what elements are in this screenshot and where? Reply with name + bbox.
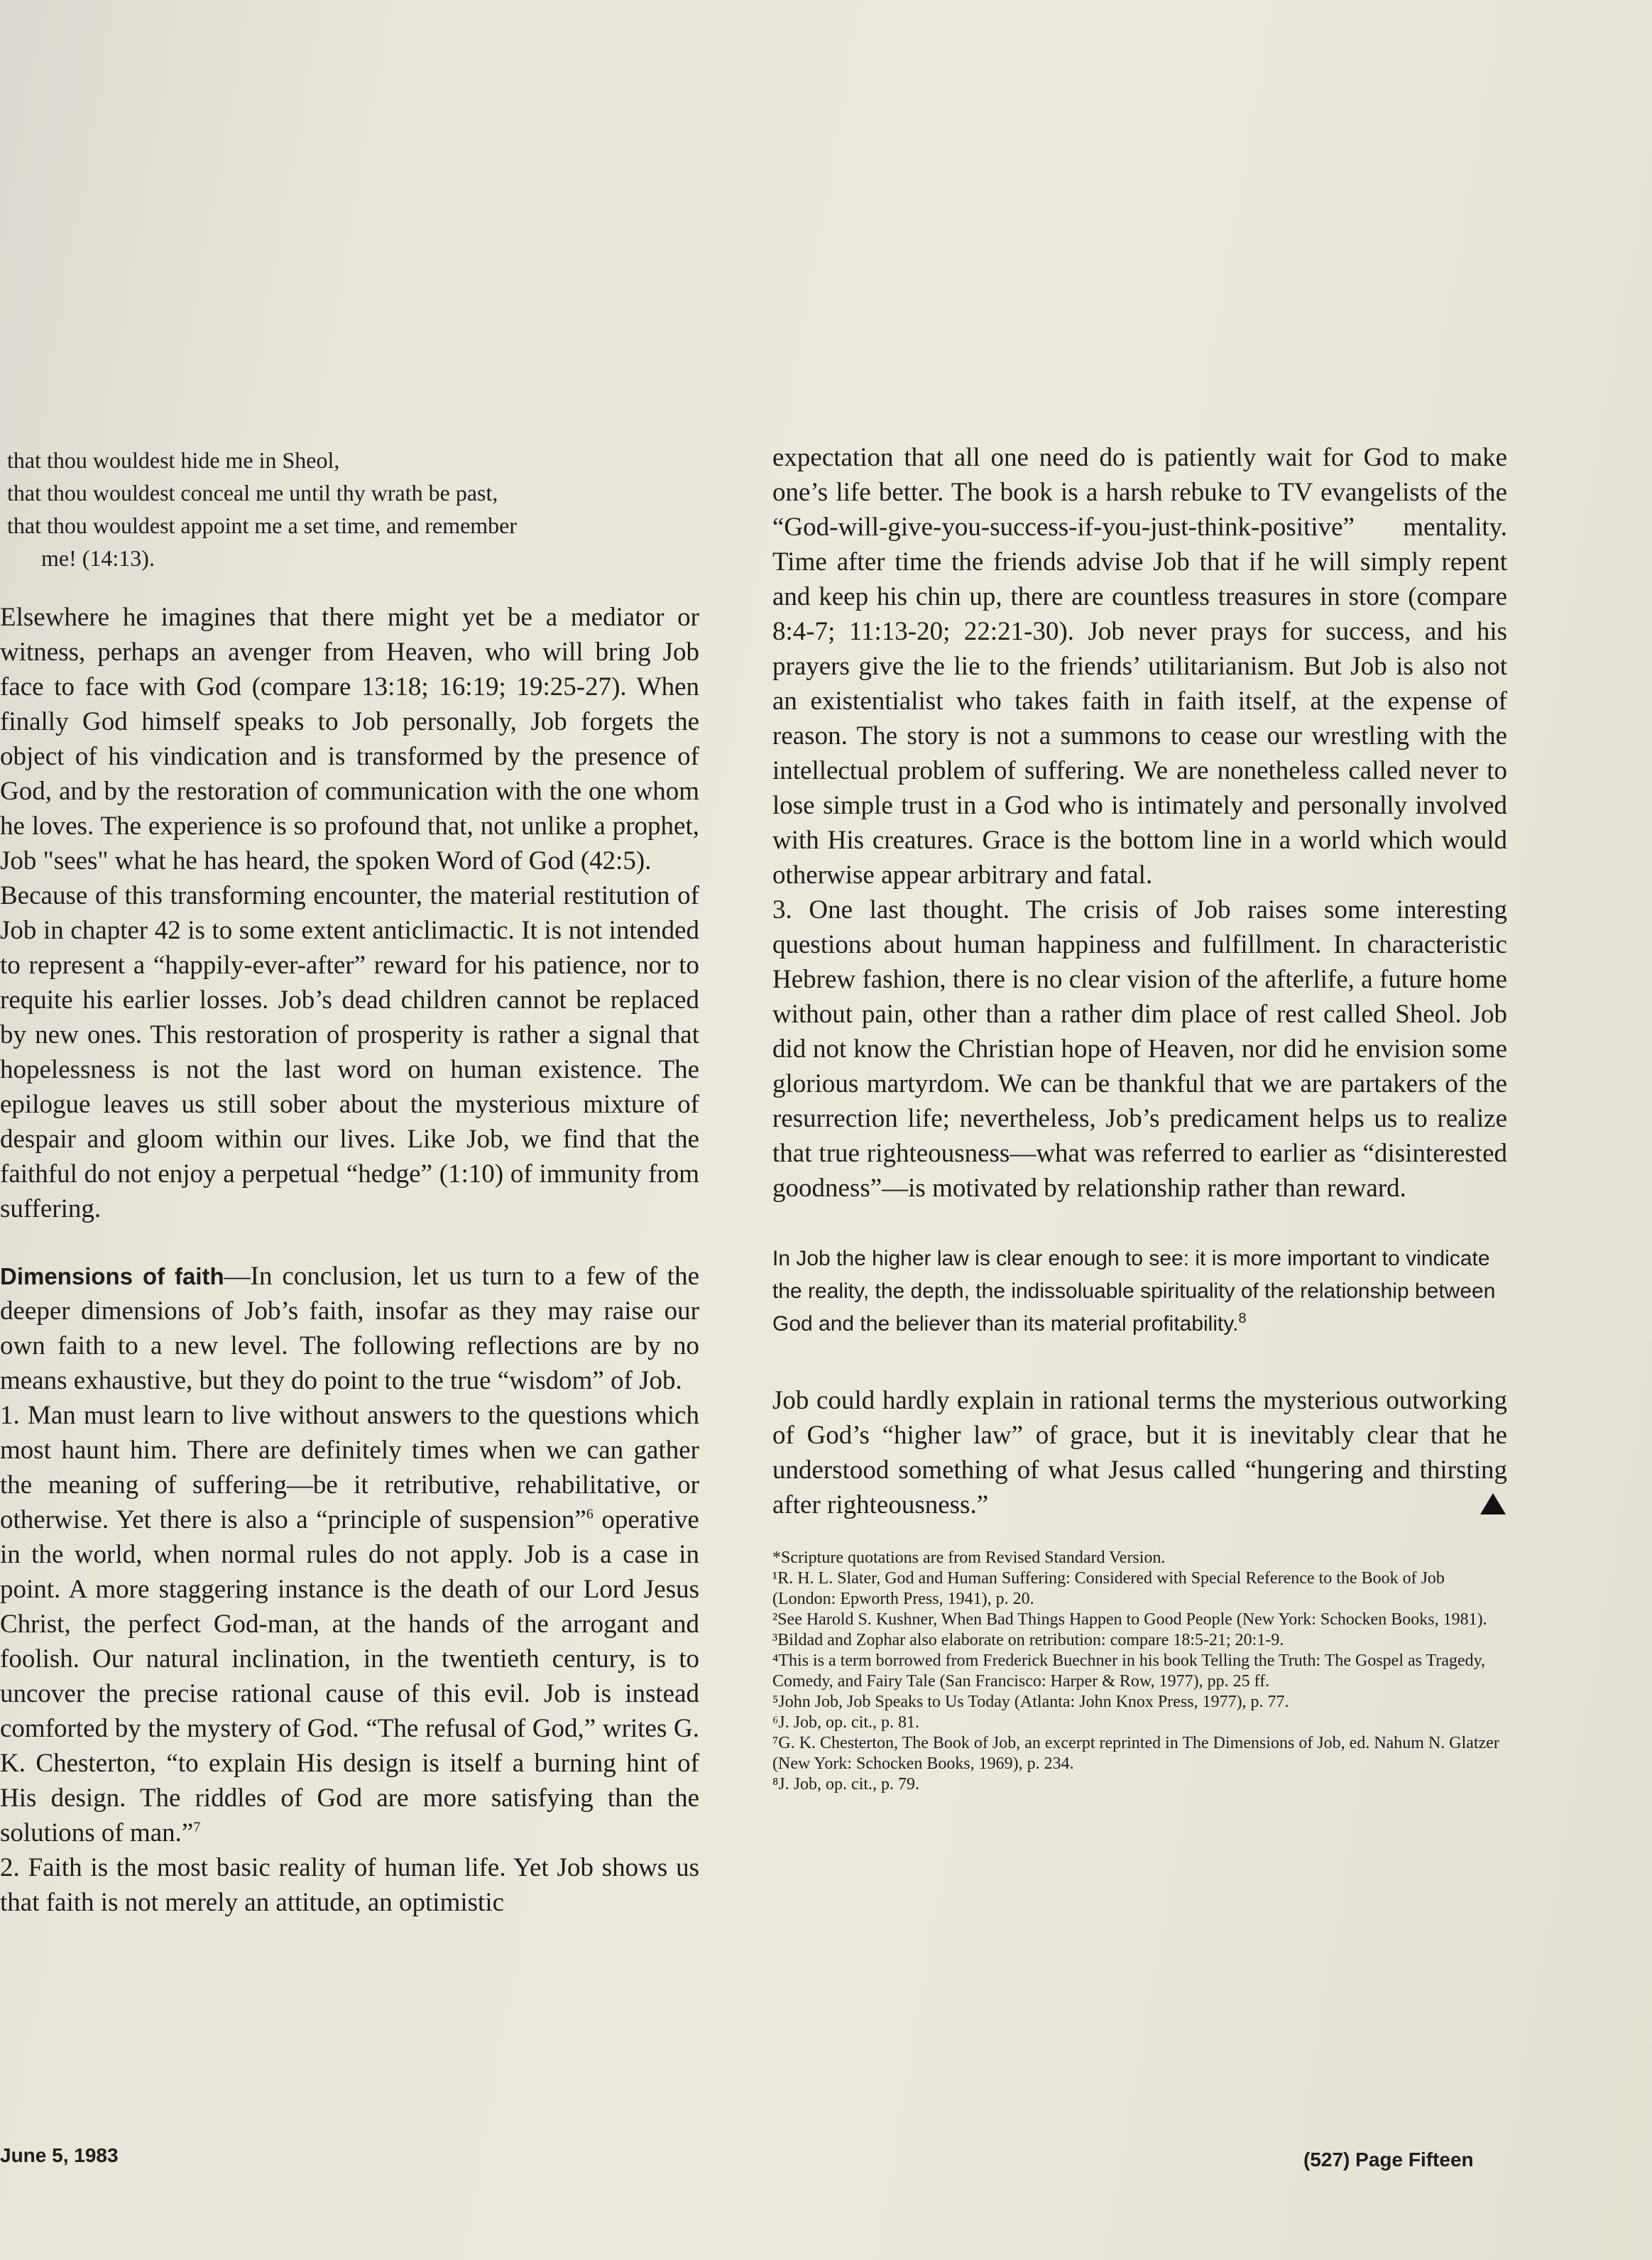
paragraph-dimensions: [0, 1259, 699, 1398]
footnote: ²See Harold S. Kushner, When Bad Things Happen to Good People (New York: Schocken Books, 1981).: [772, 1610, 1487, 1629]
poem-line: that thou wouldest conceal me until thy wrath be past,: [7, 480, 498, 506]
end-triangle-icon: [1480, 1493, 1506, 1514]
footnote: ³Bildad and Zophar also elaborate on retribution: compare 18:5-21; 20:1-9.: [772, 1631, 1284, 1649]
footnote: ⁵John Job, Job Speaks to Us Today (Atlanta: John Knox Press, 1977), p. 77.: [772, 1693, 1289, 1711]
paragraph-point-2: 2. Faith is the most basic reality of human life. Yet Job shows us that faith is not merely an attitude, an optimistic: [0, 1853, 699, 1917]
issue-date: June 5, 1983: [0, 2144, 119, 2166]
right-column: [772, 440, 1507, 1795]
paragraph-text: operative in the world, when normal rules do not apply. Job is a case in point. A more staggering instance is the death of our Lord Jesus Christ, the perfect God-man, at the hands of the arrogant and foolish. Our natural inclination, in the twentieth century, is to uncover the precise rational cause of this evil. Job is instead comforted by the mystery of God. “The refusal of God,” writes G. K. Chesterton, “to explain His design is itself a burning hint of His design. The riddles of God are more satisfying than the solutions of man.”: [0, 1505, 699, 1847]
paragraph-text: —In conclusion, let us turn to a few of the deeper dimensions of Job’s faith, insofar as they may raise our own faith to a new level. The following reflections are by no means exhaustive, but they do point to the true “wisdom” of Job.: [0, 1262, 700, 1395]
block-quote: [772, 1243, 1507, 1341]
paragraph: Elsewhere he imagines that there might yet be a mediator or witness, perhaps an avenger from Heaven, who will bring Job face to face with God (compare 13:18; 16:19; 19:25-27). When finally God himself speaks to Job personally, Job forgets the object of his vindication and is transformed by the presence of God, and by the restoration of communication with the one whom he loves. The experience is so profound that, not unlike a prophet, Job "sees" what he has heard, the spoken Word of God (42:5).: [0, 603, 699, 875]
poem-line: that thou wouldest hide me in Sheol,: [7, 447, 340, 473]
footnote-ref: 8: [1238, 1311, 1247, 1326]
paragraph: expectation that all one need do is patiently wait for God to make one’s life better. The book is a harsh rebuke to TV evangelists of the “God-will-give-you-success-if-you-just-think-positive” mentality. Time after time the friends advise Job that if he will simply repent and keep his chin up, there are countless treasures in store (compare 8:4-7; 11:13-20; 22:21-30). Job never prays for success, and his prayers give the lie to the friends’ utilitarianism. But Job is also not an existentialist who takes faith in faith itself, at the expense of reason. The story is not a summons to cease our wrestling with the intellectual problem of suffering. We are nonetheless called never to lose simple trust in a God who is intimately and personally involved with His creatures. Grace is the bottom line in a world which would otherwise appear arbitrary and fatal.: [772, 443, 1507, 890]
footnote-ref: 7: [193, 1819, 201, 1835]
footnote: ⁷G. K. Chesterton, The Book of Job, an excerpt reprinted in The Dimensions of Job, ed. Nahum N. Glatzer (New York: Schocken Books, 1969), p. 234.: [772, 1734, 1499, 1773]
poem-line: me! (14:13).: [41, 545, 155, 571]
left-column: [0, 444, 699, 1920]
paragraph-text: Job could hardly explain in rational terms the mysterious outworking of God’s “higher law” of grace, but it is inevitably clear that he understood something of what Jesus called “hungering and thirsting after righteousness.”: [772, 1386, 1507, 1519]
paragraph: Because of this transforming encounter, the material restitution of Job in chapter 42 is to some extent anticlimactic. It is not intended to represent a “happily-ever-after” reward for his patience, nor to requite his earlier losses. Job’s dead children cannot be replaced by new ones. This restoration of prosperity is rather a signal that hopelessness is not the last word on human existence. The epilogue leaves us still sober about the mysterious mixture of despair and gloom within our lives. Like Job, we find that the faithful do not enjoy a perpetual “hedge” (1:10) of immunity from suffering.: [0, 881, 699, 1223]
footnotes: [772, 1548, 1507, 1795]
footnote: ⁴This is a term borrowed from Frederick Buechner in his book Telling the Truth: The Gospel as Tragedy, Comedy, and Fairy Tale (San Francisco: Harper & Row, 1977), pp. 25 ff.: [772, 1652, 1486, 1691]
page-number: (527) Page Fifteen: [1303, 2149, 1474, 2171]
paragraph-point-3: 3. One last thought. The crisis of Job raises some interesting questions about human happiness and fulfillment. In characteristic Hebrew fashion, there is no clear vision of the afterlife, a future home without pain, other than a rather dim place of rest called Sheol. Job did not know the Christian hope of Heaven, nor did he envision some glorious martyrdom. We can be thankful that we are partakers of the resurrection life; nevertheless, Job’s predicament helps us to realize that true righteousness—what was referred to earlier as “disinterested goodness”—is motivated by relationship rather than reward.: [772, 895, 1507, 1203]
closing-paragraph: [772, 1383, 1507, 1522]
footnote: ⁶J. Job, op. cit., p. 81.: [772, 1713, 920, 1732]
footnote: *Scripture quotations are from Revised Standard Version.: [772, 1549, 1166, 1567]
paragraph-point-1: [0, 1398, 699, 1850]
footnote: ⁸J. Job, op. cit., p. 79.: [772, 1775, 920, 1794]
paragraph-text: 1. Man must learn to live without answers to the questions which most haunt him. There are definitely times when we can gather the meaning of suffering—be it retributive, rehabilitative, or otherwise. Yet there is also a “principle of suspension”: [0, 1401, 699, 1534]
footnote: ¹R. H. L. Slater, God and Human Suffering: Considered with Special Reference to the Book of Job (London: Epworth Press, 1941), p. 20.: [772, 1569, 1445, 1608]
poem-line: that thou wouldest appoint me a set time, and remember: [7, 513, 518, 538]
section-heading: Dimensions of faith: [0, 1263, 224, 1289]
quote-text: In Job the higher law is clear enough to see: it is more important to vindicate the reality, the depth, the indissoluable spirituality of the relationship between God and the believer than its material profitability.: [772, 1247, 1496, 1336]
footnote-ref: 6: [586, 1506, 593, 1522]
scripture-poem: [7, 444, 699, 574]
